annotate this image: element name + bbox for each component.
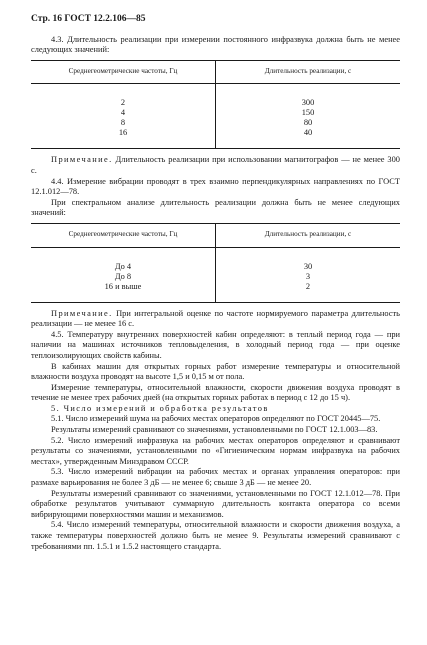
table-infrasound-duration: [31, 60, 400, 150]
table-cell: До 4: [31, 247, 216, 272]
table-cell: 2: [31, 84, 216, 109]
table-cell: До 8: [31, 272, 216, 282]
table-row: [31, 272, 400, 282]
table-row: [31, 282, 400, 303]
table-row: [31, 247, 400, 272]
note-1: [31, 155, 400, 176]
paragraph-4-5b: В кабинах машин для открытых горных работ измерение температуры и относительной влажности воздуха проводят на высоте 1,5 и 0,15 м от пола.: [31, 361, 400, 382]
note-2-title: Примечание.: [51, 308, 113, 318]
note-2: [31, 309, 400, 330]
note-2-text: При интегральной оценке по частоте нормируемого параметра длительность реализации — не менее 16 с.: [31, 308, 400, 329]
table2-header-duration: Длительность реализации, с: [216, 223, 401, 247]
paragraph-5-2: 5.2. Число измерений инфразвука на рабочих местах операторов определяют и сравнивают результаты со значениями, установленными по «Гигиеническим нормам инфразвука на рабочих местах», утвержденным Минздравом СССР.: [31, 435, 400, 466]
paragraph-5-1b: Результаты измерений сравнивают со значениями, установленными по ГОСТ 12.1.003—83.: [51, 425, 378, 435]
table-row: [31, 118, 400, 128]
table-cell: 16 и выше: [31, 282, 216, 303]
paragraph-4-4: 4.4. Измерение вибрации проводят в трех взаимно перпендикулярных направлениях по ГОСТ 12.1.012—78.: [31, 176, 400, 197]
paragraph-4-4b: При спектральном анализе длительность реализации должна быть не менее следующих значений:: [31, 197, 400, 218]
page-header: Стр. 16 ГОСТ 12.2.106—85: [31, 14, 146, 24]
table1-header-frequency: Среднегеометрические частоты, Гц: [31, 60, 216, 84]
table-cell: 4: [31, 108, 216, 118]
note-1-title: Примечание.: [51, 155, 113, 165]
table-cell: 3: [305, 271, 311, 281]
table-cell: 40: [216, 128, 401, 149]
paragraph-5-3: 5.3. Число измерений вибрации на рабочих местах и органах управления операторов: при размахе варьирования не более 3 дБ — не менее 6; свыше 3 дБ — не менее 20.: [31, 467, 400, 488]
table-cell: 8: [31, 118, 216, 128]
table-cell: 80: [303, 118, 313, 128]
paragraph-4-5c: Измерение температуры, относительной влажности, скорости движения воздуха проводят в течение не менее трех рабочих дней (на открытых горных работах в период с 12 до 15 ч).: [31, 382, 400, 403]
table1-header-duration: Длительность реализации, с: [216, 60, 401, 84]
paragraph-5-4: 5.4. Число измерений температуры, относительной влажности и скорости движения воздуха, а также температуры поверхностей должно быть не менее 9. Результаты измерений сравнивают с требованиями пп. 1.5.1 и 1.5.2 настоящего стандарта.: [31, 520, 400, 551]
table-row: [31, 84, 400, 109]
table-cell: 30: [303, 261, 313, 271]
table-cell: 16: [31, 128, 216, 149]
table2-header-frequency: Среднегеометрические частоты, Гц: [31, 223, 216, 247]
section-5-title: 5. Число измерений и обработка результатов: [51, 403, 269, 413]
table-cell: 300: [301, 98, 315, 108]
table-row: [31, 128, 400, 149]
paragraph-4-3: 4.3. Длительность реализации при измерении постоянного инфразвука должна быть не менее следующих значений:: [31, 34, 400, 55]
note-1-text: Длительность реализации при использовании магнитографов — не менее 300 с.: [31, 155, 400, 175]
paragraph-5-3b: Результаты измерений сравнивают со значениями, установленными по ГОСТ 12.1.012—78. При обработке результатов учитывают суммарную длительность контакта оператора со всеми вибрирующими поверхностями машин и механизмов.: [31, 488, 400, 519]
paragraph-5-1: 5.1. Число измерений шума на рабочих местах операторов определяют по ГОСТ 20445—75.: [51, 414, 381, 424]
table-vibration-duration: [31, 223, 400, 303]
table-cell: 150: [301, 108, 315, 118]
paragraph-4-5: 4.5. Температуру внутренних поверхностей кабин определяют: в теплый период года — при наличии на машинах источников тепловыделения, в холодный период года — при оценке теплоизолирующих свойств кабины.: [31, 329, 400, 360]
table-row: [31, 108, 400, 118]
table-cell: 2: [216, 282, 401, 303]
